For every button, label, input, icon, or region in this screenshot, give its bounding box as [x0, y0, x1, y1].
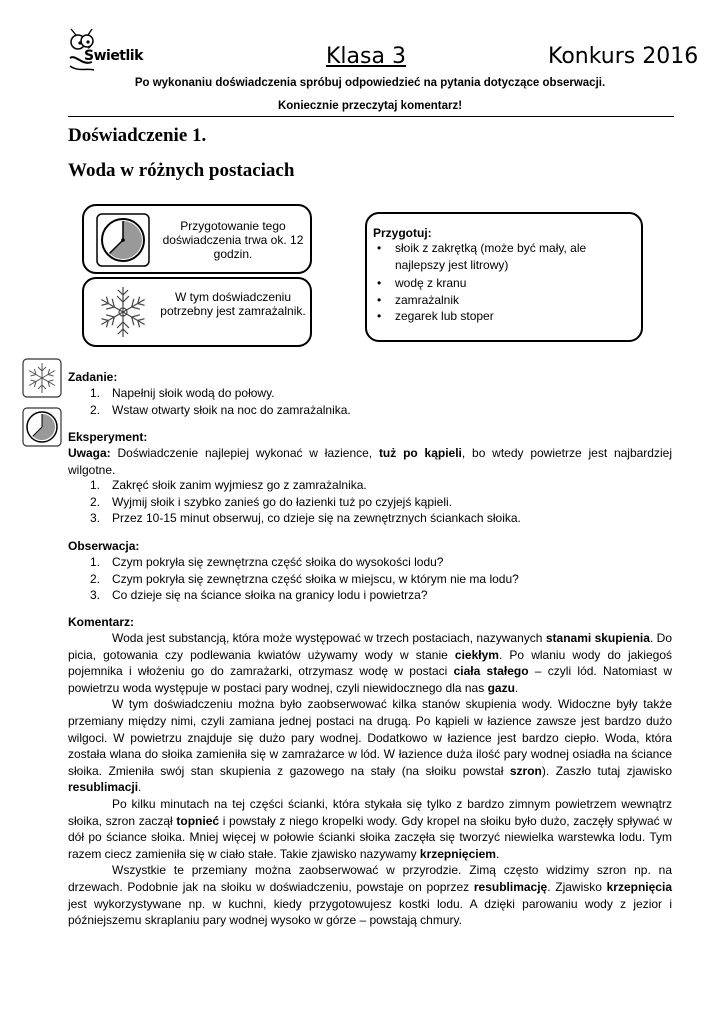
experiment-title: Woda w różnych postaciach — [68, 160, 295, 181]
task-label: Zadanie: — [68, 370, 118, 384]
clock-side-icon — [22, 407, 62, 447]
instruction-line: Po wykonaniu doświadczenia spróbuj odpowiedzieć na pytania dotyczące obserwacji. — [134, 77, 606, 89]
snowflake-side-icon — [22, 358, 62, 398]
prepare-item: • wodę z kranu — [373, 275, 633, 292]
clock-icon — [96, 213, 150, 267]
experiment-note: Uwaga: Doświadczenie najlepiej wykonać w łazience, tuż po kąpieli, bo wtedy powietrze jest najbardziej wilgotne. — [68, 446, 672, 477]
task-list — [90, 385, 351, 418]
prepare-box — [365, 212, 643, 342]
prepare-item: • słoik z zakrętką (może być mały, ale najlepszy jest litrowy) — [373, 240, 633, 273]
prepare-list — [373, 240, 633, 325]
prepare-item: • zegarek lub stoper — [373, 308, 633, 325]
experiment-step: 1. Zakręć słoik zanim wyjmiesz go z zamrażalnika. — [90, 478, 367, 492]
comment-paragraph: Po kilku minutach na tej części ścianki, która stykała się tylko z bardzo zimnym powietrzem wewnątrz słoika, szron zaczął topnieć i powstały z niego kropelki wody. Gdy kropel na słoiku było dużo, zaczęły spływać w dół po ściance słoika. Mniej więcej w połowie ścianki słoika zaczęła się tworzyć niewielka warstewka lodu. Tym razem ciecz zamieniła się w ciało stałe. Takie zjawisko nazywamy krzepnięciem. — [68, 796, 672, 861]
duration-text: Przygotowanie tego doświadczenia trwa ok. 12 godzin. — [162, 219, 304, 261]
comment-reminder: Koniecznie przeczytaj komentarz! — [277, 100, 463, 112]
snowflake-icon — [94, 283, 152, 341]
experiment-steps — [90, 477, 521, 527]
prepare-item: • zamrażalnik — [373, 292, 633, 309]
freezer-info-box — [82, 277, 312, 347]
experiment-step: 3. Przez 10-15 minut obserwuj, co dzieje się na zewnętrznych ściankach słoika. — [90, 511, 521, 525]
comment-label: Komentarz: — [68, 615, 135, 629]
class-title: Klasa 3 — [326, 44, 406, 69]
comment-paragraph: Wszystkie te przemiany można zaobserwować w przyrodzie. Zimą często widzimy szron np. na drzewach. Podobnie jak na słoiku w doświadczeniu, powstaje on poprzez resublimację. Zjawisko krzepnięcia jest wykorzystywane np. w kuchni, kiedy przygotowujesz kostki lodu. A dzięki parowaniu wody z jezior i późniejszemu skraplaniu pary wodnej wysoko w górze – powstają chmury. — [68, 863, 672, 928]
comment-paragraph: Woda jest substancją, która może występować w trzech postaciach, nazywanych stanami skupienia. Do picia, gotowania czy podlewania kwiatów używamy wody w stanie ciekłym. Po wlaniu wody do jakiegoś pojemnika i włożeniu go do zamrażarki, otrzymasz wodę w postaci ciała stałego – czyli lód. Natomiast w powietrzu woda występuje w postaci pary wodnej, czyli niewidocznego dla nas gazu. — [68, 631, 672, 695]
duration-info-box — [82, 204, 312, 274]
logo-text: Świetlik — [84, 48, 143, 64]
experiment-step: 2. Wyjmij słoik i szybko zanieś go do łazienki tuż po czyjejś kąpieli. — [90, 494, 453, 509]
observation-questions — [90, 554, 519, 604]
observation-question: 2. Czym pokryła się zewnętrzna część słoika w miejscu, w którym nie ma lodu? — [90, 571, 519, 586]
observation-question: 3. Co dzieje się na ściance słoika na granicy lodu i powietrza? — [90, 588, 428, 602]
experiment-label: Eksperyment: — [68, 430, 148, 444]
task-item: 1. Napełnij słoik wodą do połowy. — [90, 386, 275, 400]
observation-label: Obserwacja: — [68, 539, 140, 553]
comment-body — [68, 630, 672, 929]
task-item: 2. Wstaw otwarty słoik na noc do zamrażalnika. — [90, 402, 351, 417]
comment-paragraph: W tym doświadczeniu można było zaobserwować kilka stanów skupienia wody. Widoczne były także przemiany między nimi, czyli zamiana jednej postaci na drugą. Po kąpieli w łazience zawsze jest bardzo dużo wilgoci. W powietrzu znajduje się dużo pary wodnej. Dodatkowo w łazience jest bardzo ciepło. Woda, która została wlana do słoika zamieniła się w zamrażarce w lód. W łazience duża ilość pary wodnej osiadła na ściance słoika. Zmieniła swój stan skupienia z gazowego na stały (na słoiku powstał szron). Zaszło tutaj zjawisko resublimacji. — [68, 697, 673, 795]
prepare-title: Przygotuj: — [373, 226, 432, 240]
contest-title: Konkurs 2016 — [548, 44, 699, 69]
observation-question: 1. Czym pokryła się zewnętrzna część słoika do wysokości lodu? — [90, 555, 444, 569]
experiment-number: Doświadczenie 1. — [68, 125, 207, 146]
header-divider — [68, 116, 674, 117]
freezer-text: W tym doświadczeniu potrzebny jest zamrażalnik. — [160, 290, 306, 318]
